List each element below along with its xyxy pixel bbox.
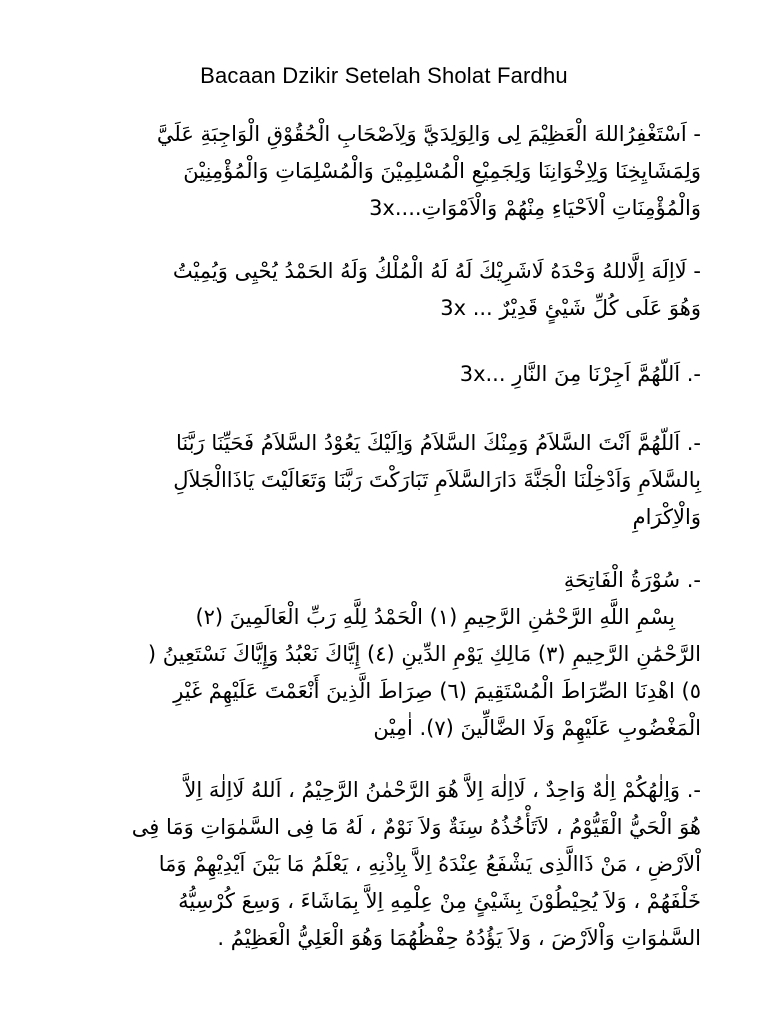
section-heading: -. سُوْرَةُ الْفَاتِحَةِ (563, 568, 701, 592)
ayat-kursi-section (95, 772, 701, 957)
tahlil-section (95, 253, 701, 327)
text-line: وَالْاِكْرَامِ (632, 505, 701, 529)
istighfar-section (95, 116, 701, 227)
text-line: الْمَغْضُوبِ عَلَيْهِمْ وَلَا الضَّالِّينَ (٧). اٰمِيْن (373, 716, 701, 740)
text-line: وَهُوَ عَلَى كُلِّ شَيْئٍ قَدِيْرٌ ... 3x (440, 296, 701, 320)
antassalam-section (95, 425, 701, 536)
ajirna-section (95, 356, 701, 393)
text-line: خَلْفَهُمْ ، وَلاَ يُحِيْطُوْنَ بِشَيْئٍ مِنْ عِلْمِهِ اِلاَّ بِمَاشَاءَ ، وَسِعَ كُرْسِيُّهُ (178, 889, 701, 913)
text-line: السَّمٰوَاتِ وَاْلاَرْضَ ، وَلاَ يَؤُدُهُ حِفْظُهُمَا وَهُوَ الْعَلِيُّ الْعَظِيْمُ . (217, 926, 701, 950)
alfatihah-section (95, 562, 701, 747)
text-line: اْلاَرْضِ ، مَنْ ذَاالَّذِى يَشْفَعُ عِنْدَهُ اِلاَّ بِاِذْنِهِ ، يَعْلَمُ مَا بَيْنَ اَيْدِيْهِمْ وَمَا (158, 852, 701, 876)
text-line: بِسْمِ اللَّهِ الرَّحْمَٰنِ الرَّحِيمِ (١) الْحَمْدُ لِلَّهِ رَبِّ الْعَالَمِينَ (٢) (195, 605, 675, 629)
text-line: - اَسْتَغْفِرُاللهَ الْعَظِيْمَ لِى وَالِوَلِدَيَّ وَلِاَصْحَابِ الْحُقُوْقِ الْوَاجِبَةِ عَلَيَّ (156, 122, 701, 146)
text-line: وَالْمُؤْمِنَاتِ اْلاَحْيَاءِ مِنْهُمْ وَالْاَمْوَاتِ....3x (369, 196, 701, 220)
text-line: بِالسَّلاَمِ وَاَدْخِلْنَا الْجَنَّةَ دَارَالسَّلاَمِ تَبَارَكْتَ رَبَّنَا وَتَعَالَيْتَ يَاذَاالْجَلاَلِ (173, 468, 701, 492)
page-title: Bacaan Dzikir Setelah Sholat Fardhu (200, 63, 568, 88)
text-line: هُوَ الْحَيُّ الْقَيُّوْمُ ، لاَتَأْخُذُهُ سِنَةٌ وَلاَ نَوْمٌ ، لَهُ مَا فِى السَّمٰوَاتِ وَمَا فِى (131, 815, 701, 839)
text-line: وَلِمَشَايِخِنَا وَلِاِخْوَانِنَا وَلِجَمِيْعِ الْمُسْلِمِيْنَ وَالْمُسْلِمَاتِ وَالْمُؤْمِنِيْنَ (183, 159, 701, 183)
text-line: -. وَاِلٰهُكُمْ اِلٰهٌ وَاحِدٌ ، لَااِلٰهَ اِلاَّ هُوَ الرَّحْمٰنُ الرَّحِيْمُ ، اَللهُ لَااِلٰهَ اِلاَّ (184, 778, 701, 802)
text-line: ٥) اهْدِنَا الصِّرَاطَ الْمُسْتَقِيمَ (٦) صِرَاطَ الَّذِينَ أَنْعَمْتَ عَلَيْهِمْ غَيْرِ (173, 679, 701, 703)
text-line: - لَااِلَهَ اِلَّاللهُ وَحْدَهُ لَاشَرِيْكَ لَهُ لَهُ الْمُلْكُ وَلَهُ الحَمْدُ يُحْيِى وَيُمِيْتُ (172, 259, 701, 283)
text-line: -. اَللّهُمَّ اَجِرْنَا مِنَ النَّارِ ...3x (459, 362, 701, 386)
text-line: الرَّحْمَٰنِ الرَّحِيمِ (٣) مَالِكِ يَوْمِ الدِّينِ (٤) إِيَّاكَ نَعْبُدُ وَإِيَّاكَ نَسْتَعِينُ ( (147, 642, 701, 666)
text-line: -. اَللّهُمَّ اَنْتَ السَّلاَمُ وَمِنْكَ السَّلاَمُ وَاِلَيْكَ يَعُوْدُ السَّلاَمُ فَحَيِّنَا رَبَّنَا (175, 431, 701, 455)
